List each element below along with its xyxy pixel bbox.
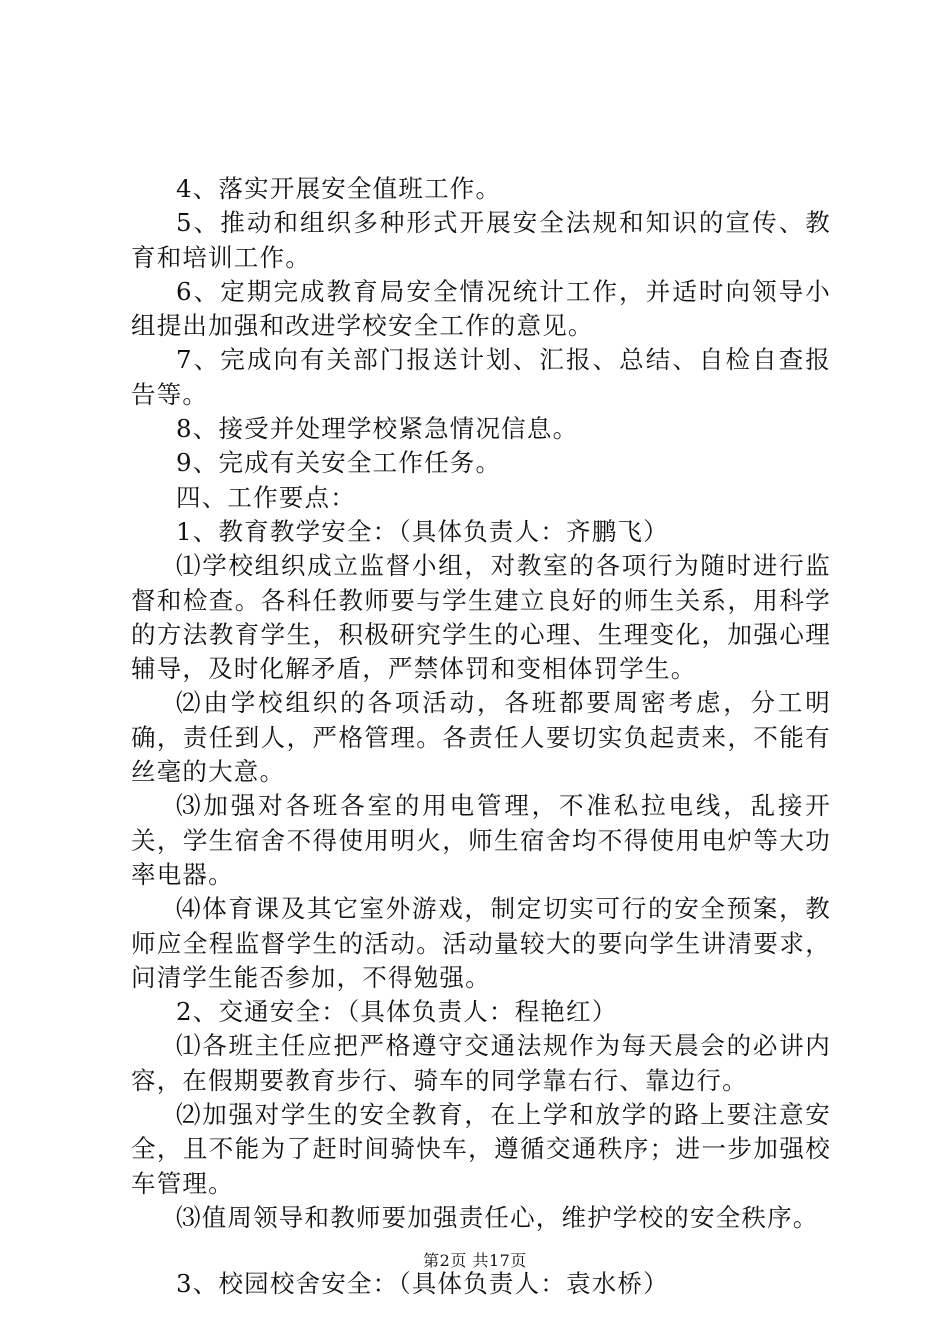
section-heading-work-points: 四、工作要点： bbox=[176, 482, 356, 512]
paragraph-item-5: 5、推动和组织多种形式开展安全法规和知识的宣传、教育和培训工作。 bbox=[131, 208, 831, 272]
paragraph-traffic-1: ⑴各班主任应把严格遵守交通法规作为每天晨会的必讲内容，在假期要教育步行、骑车的同学靠右行、靠边行。 bbox=[131, 1031, 831, 1095]
paragraph-traffic-2: ⑵加强对学生的安全教育，在上学和放学的路上要注意安全，且不能为了赶时间骑快车，遵循交通秩序；进一步加强校车管理。 bbox=[131, 1100, 831, 1198]
paragraph-teaching-2: ⑵由学校组织的各项活动，各班都要周密考虑，分工明确，责任到人，严格管理。各责任人要切实负起责来，不能有丝毫的大意。 bbox=[131, 688, 831, 787]
paragraph-item-4: 4、落实开展安全值班工作。 bbox=[176, 174, 502, 203]
paragraph-item-7: 7、完成向有关部门报送计划、汇报、总结、自检自查报告等。 bbox=[131, 345, 831, 409]
paragraph-item-9: 9、完成有关安全工作任务。 bbox=[176, 448, 502, 478]
paragraph-traffic-3: ⑶值周领导和教师要加强责任心，维护学校的安全秩序。 bbox=[176, 1202, 819, 1232]
paragraph-teaching-4: ⑷体育课及其它室外游戏，制定切实可行的安全预案，教师应全程监督学生的活动。活动量较大的要向学生讲清要求，问清学生能否参加，不得勉强。 bbox=[131, 894, 831, 992]
document-body bbox=[131, 172, 831, 1302]
subsection-heading-campus-safety: 3、校园校舍安全：（具体负责人：袁水桥） bbox=[176, 1269, 669, 1299]
paragraph-item-8: 8、接受并处理学校紧急情况信息。 bbox=[176, 414, 579, 444]
paragraph-teaching-3: ⑶加强对各班各室的用电管理，不准私拉电线，乱接开关，学生宿舍不得使用明火，师生宿舍均不得使用电炉等大功率电器。 bbox=[131, 791, 831, 889]
paragraph-teaching-1: ⑴学校组织成立监督小组，对教室的各项行为随时进行监督和检查。各科任教师要与学生建立良好的师生关系，用科学的方法教育学生，积极研究学生的心理、生理变化，加强心理辅导，及时化解矛盾，严禁体罚和变相体罚学生。 bbox=[131, 551, 831, 684]
subsection-heading-traffic-safety: 2、交通安全：（具体负责人：程艳红） bbox=[176, 997, 618, 1027]
subsection-heading-teaching-safety: 1、教育教学安全：（具体负责人：齐鹏飞） bbox=[176, 516, 669, 546]
paragraph-item-6: 6、定期完成教育局安全情况统计工作，并适时向领导小组提出加强和改进学校安全工作的意见。 bbox=[131, 276, 831, 341]
page-number-footer: 第2页 共17页 bbox=[423, 1251, 527, 1270]
